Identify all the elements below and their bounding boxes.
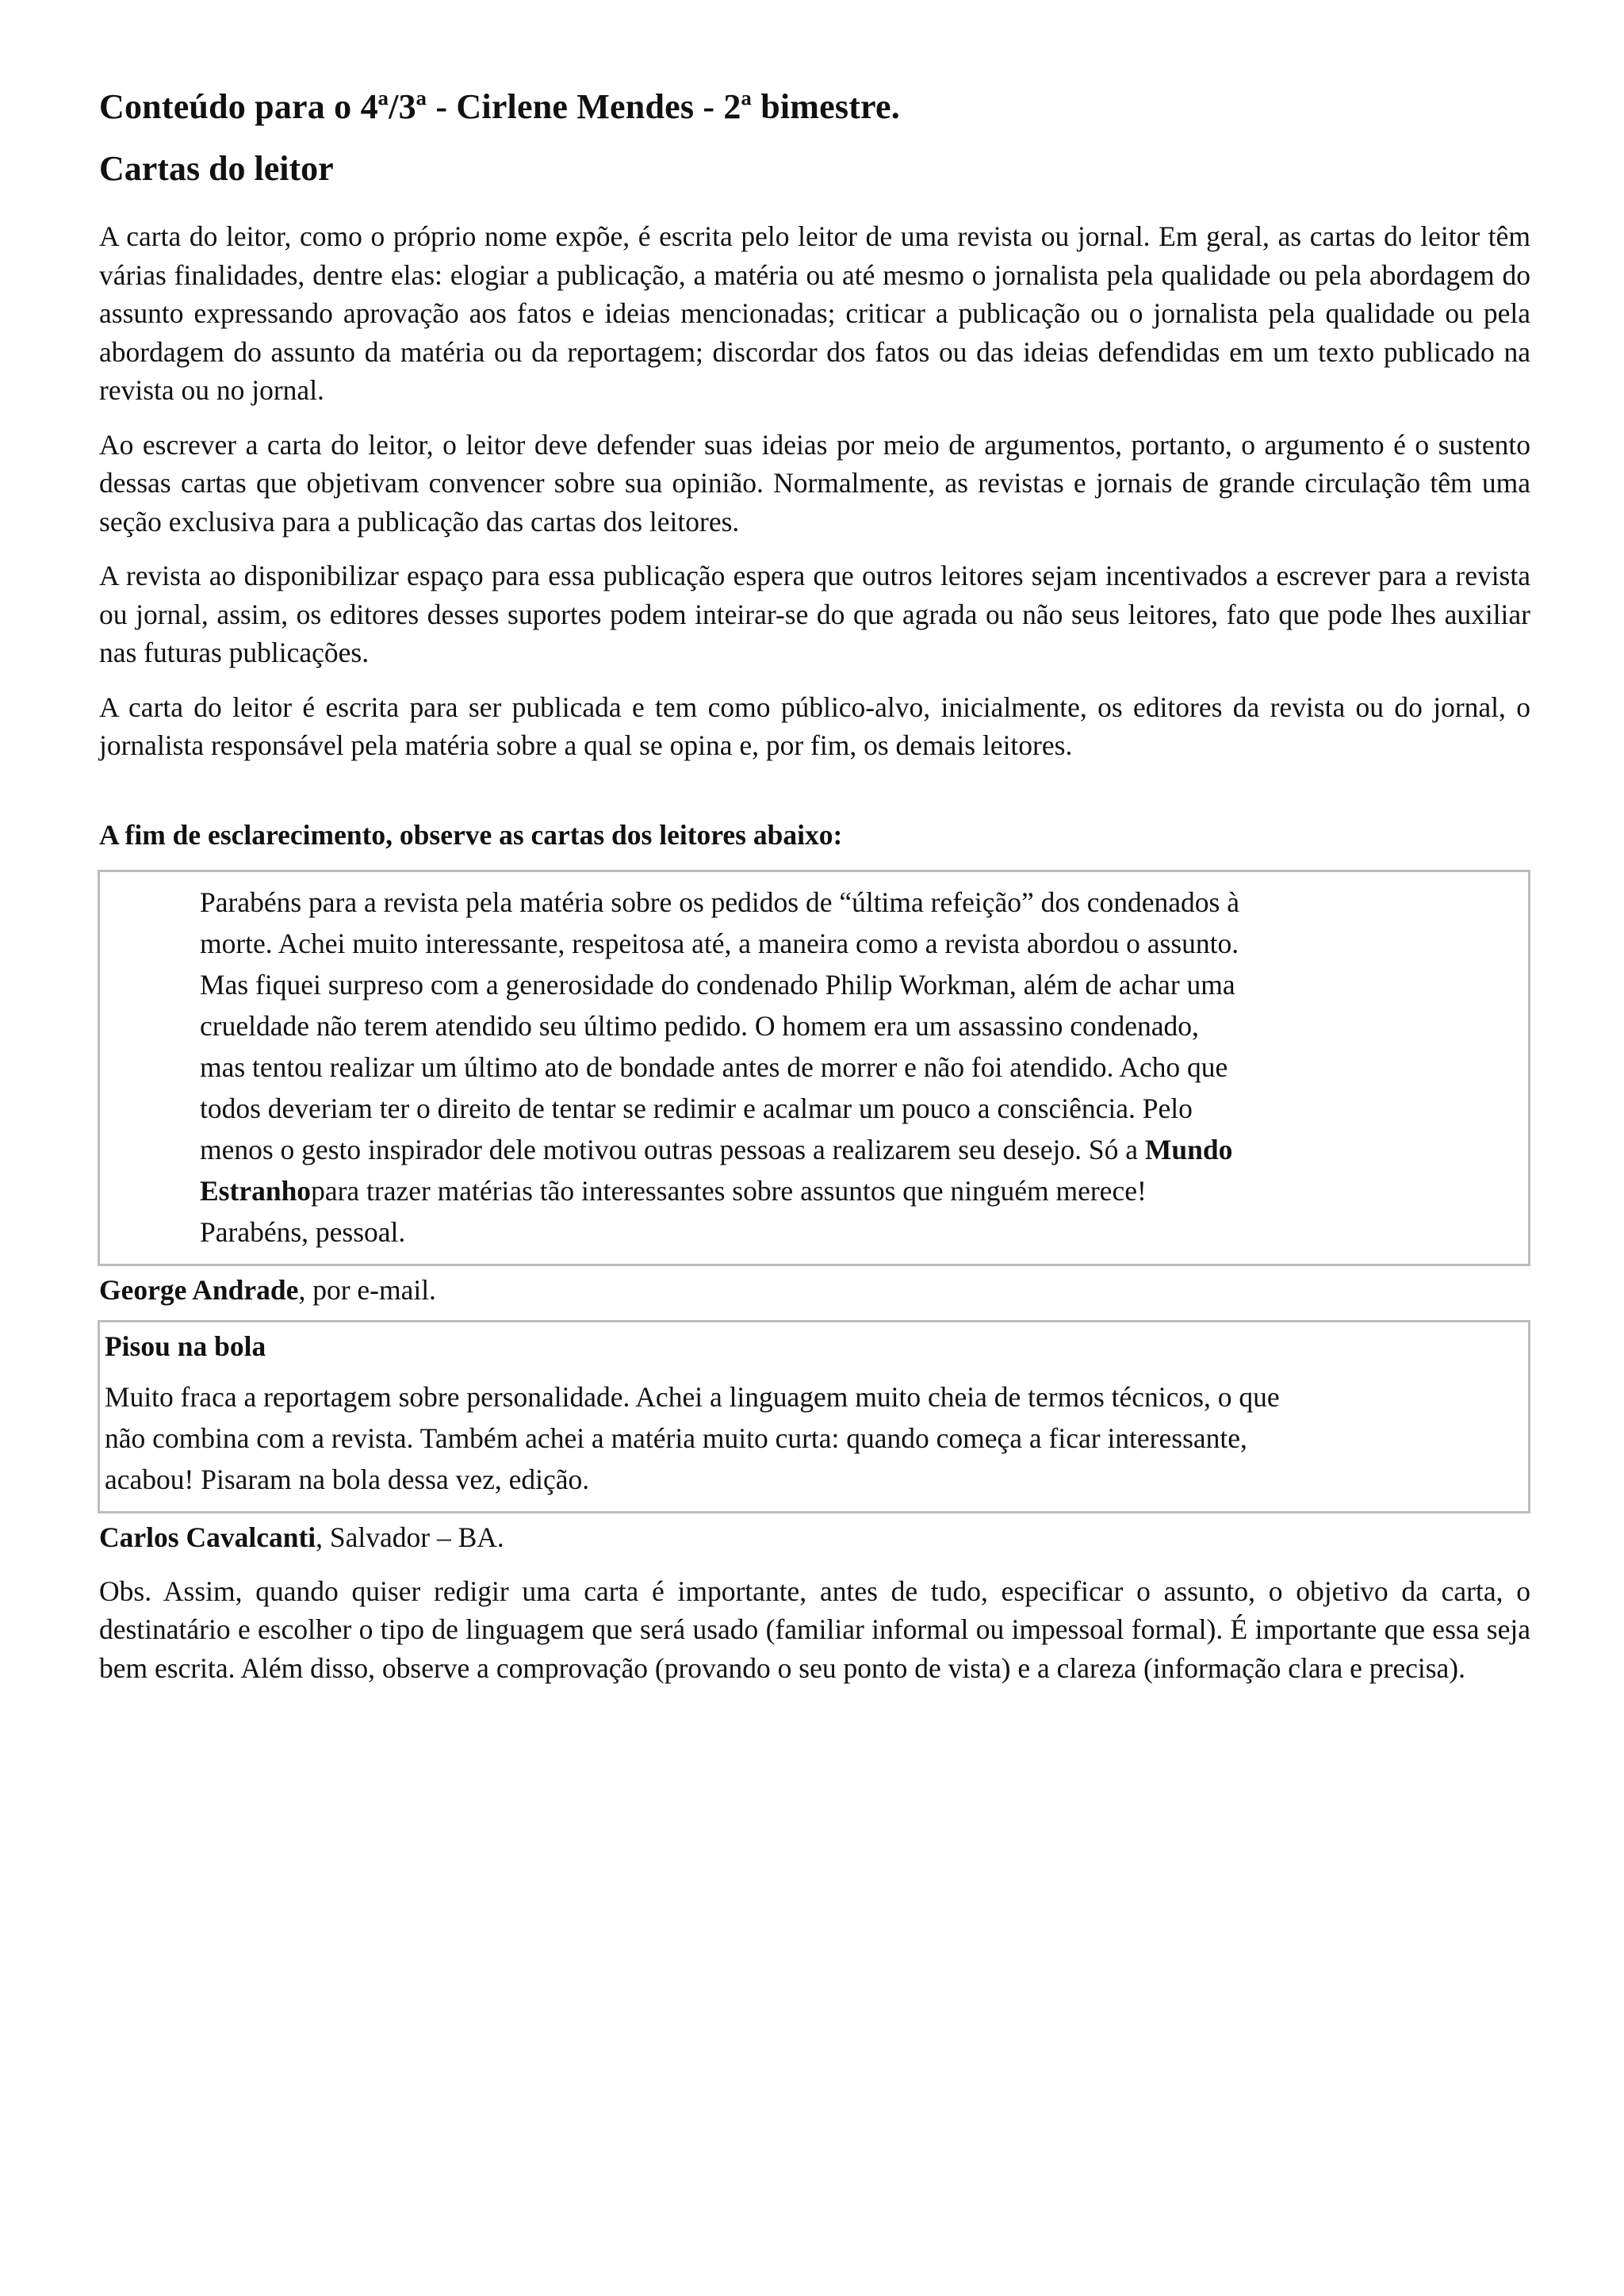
letter1-line7-text: menos o gesto inspirador dele motivou outras pessoas a realizarem seu desejo. Só a — [200, 1133, 1145, 1165]
letter1-signature — [99, 1271, 1530, 1309]
letter1-line: crueldade não terem atendido seu último pedido. O homem era um assassino condenado, — [200, 1009, 1199, 1042]
letter1-author-rest: , por e-mail. — [298, 1273, 436, 1306]
letter2-line: Muito fraca a reportagem sobre personalidade. Achei a linguagem muito cheia de termos técnicos, o que — [105, 1380, 1280, 1413]
letter2-signature — [99, 1518, 1530, 1556]
letter-box-2 — [98, 1320, 1530, 1513]
letter1-line: todos deveriam ter o direito de tentar se redimir e acalmar um pouco a consciência. Pelo — [200, 1092, 1193, 1124]
letter2-author-rest: , Salvador – BA. — [316, 1521, 504, 1553]
letter1-author-name: George Andrade — [99, 1273, 299, 1306]
magazine-name-part1: Mundo — [1144, 1133, 1233, 1165]
magazine-name-part2: Estranho — [200, 1174, 312, 1207]
letter2-author-name: Carlos Cavalcanti — [99, 1521, 316, 1553]
paragraph-arguments: Ao escrever a carta do leitor, o leitor deve defender suas ideias por meio de argumentos, portanto, o argumento é o sustento dessas cartas que objetivam convencer sobre sua opinião. Normalmente, as revistas e jornais de grande circulação têm uma seção exclusiva para a publicação das cartas dos leitores. — [99, 428, 1530, 538]
letter1-line: Parabéns, pessoal. — [200, 1215, 406, 1248]
paragraph-magazine: A revista ao disponibilizar espaço para essa publicação espera que outros leitores sejam incentivados a escrever para a revista ou jornal, assim, os editores desses suportes podem inteirar-se do que agrada ou não seus leitores, fato que pode lhes auxiliar nas futuras publicações. — [99, 560, 1530, 668]
paragraph-intro: A carta do leitor, como o próprio nome expõe, é escrita pelo leitor de uma revista ou jornal. Em geral, as cartas do leitor têm várias finalidades, dentre elas: elogiar a publicação, a matéria ou até mesmo o jornalista pela qualidade ou pela abordagem do assunto expressando aprovação aos fatos e ideias mencionadas; criticar a publicação ou o jornalista pela qualidade ou pela abordagem do assunto da matéria ou da reportagem; discordar dos fatos ou das ideias defendidas em um texto publicado na revista ou no jornal. — [99, 220, 1530, 406]
page-title: Conteúdo para o 4ª/3ª - Cirlene Mendes - 2ª bimestre. — [99, 87, 900, 126]
letter1-line: Parabéns para a revista pela matéria sobre os pedidos de “última refeição” dos condenados à — [200, 886, 1239, 918]
letter1-line8-text: para trazer matérias tão interessantes sobre assuntos que ninguém merece! — [311, 1174, 1147, 1207]
letter2-line: não combina com a revista. Também achei a matéria muito curta: quando começa a ficar interessante, — [105, 1422, 1247, 1454]
letter2-line: acabou! Pisaram na bola dessa vez, edição. — [105, 1463, 590, 1495]
letter2-title: Pisou na bola — [105, 1330, 266, 1362]
letter-box-1 — [98, 870, 1530, 1266]
letter1-line — [200, 1129, 1433, 1170]
observation-paragraph: Obs. Assim, quando quiser redigir uma carta é importante, antes de tudo, especificar o assunto, o objetivo da carta, o destinatário e escolher o tipo de linguagem que será usado (familiar informal ou impessoal formal). É importante que essa seja bem escrita. Além disso, observe a comprovação (provando o seu ponto de vista) e a clareza (informação clara e precisa). — [99, 1575, 1530, 1684]
letter1-line: mas tentou realizar um último ato de bondade antes de morrer e não foi atendido. Acho que — [200, 1050, 1228, 1083]
paragraph-audience: A carta do leitor é escrita para ser publicada e tem como público-alvo, inicialmente, os editores da revista ou do jornal, o jornalista responsável pela matéria sobre a qual se opina e, por fim, os demais leitores. — [99, 691, 1530, 761]
page-subtitle: Cartas do leitor — [99, 149, 334, 188]
examples-heading: A fim de esclarecimento, observe as cartas dos leitores abaixo: — [99, 818, 843, 851]
document-page — [99, 86, 1530, 1687]
letter1-line: Mas fiquei surpreso com a generosidade do condenado Philip Workman, além de achar uma — [200, 968, 1235, 1001]
letter1-line — [200, 1170, 1433, 1211]
letter1-line: morte. Achei muito interessante, respeitosa até, a maneira como a revista abordou o assunto. — [200, 927, 1239, 959]
